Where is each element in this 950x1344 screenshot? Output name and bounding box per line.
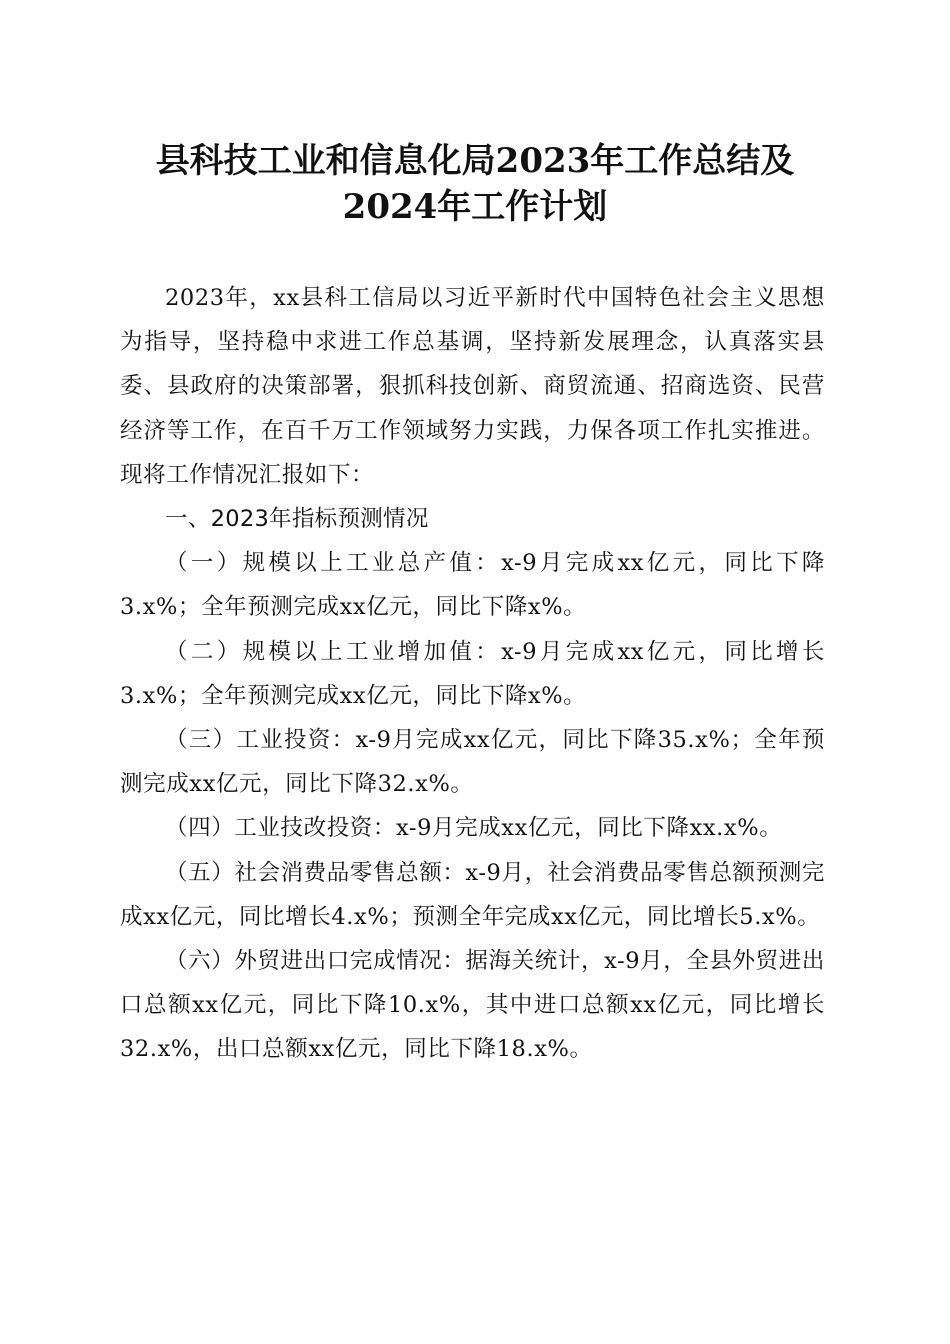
section-heading-1: 一、2023年指标预测情况 bbox=[165, 506, 429, 533]
title-line-1: 县科技工业和信息化局2023年工作总结及 bbox=[155, 141, 795, 181]
indicator-item-6: （六）外贸进出口完成情况：据海关统计，x-9月，全县外贸进出口总额xx亿元，同比下降10.x%，其中进口总额xx亿元，同比增长32.x%，出口总额xx亿元，同比下降18.x%。 bbox=[120, 948, 825, 1063]
indicator-item-3: （三）工业投资：x-9月完成xx亿元，同比下降35.x%；全年预测完成xx亿元，同比下降32.x%。 bbox=[120, 727, 825, 798]
indicator-item-4: （四）工业技改投资：x-9月完成xx亿元，同比下降xx.x%。 bbox=[165, 815, 783, 842]
document-body bbox=[120, 276, 825, 1072]
document-title bbox=[80, 138, 870, 230]
indicator-item-2: （二）规模以上工业增加值：x-9月完成xx亿元，同比增长3.x%；全年预测完成xx亿元，同比下降x%。 bbox=[120, 638, 825, 709]
indicator-item-5: （五）社会消费品零售总额：x-9月，社会消费品零售总额预测完成xx亿元，同比增长4.x%；预测全年完成xx亿元，同比增长5.x%。 bbox=[120, 859, 825, 930]
title-line-2: 2024年工作计划 bbox=[342, 187, 608, 227]
intro-paragraph: 2023年，xx县科工信局以习近平新时代中国特色社会主义思想为指导，坚持稳中求进工作总基调，坚持新发展理念，认真落实县委、县政府的决策部署，狠抓科技创新、商贸流通、招商选资、民营经济等工作，在百千万工作领域努力实践，力保各项工作扎实推进。现将工作情况汇报如下： bbox=[120, 285, 825, 488]
indicator-item-1: （一）规模以上工业总产值：x-9月完成xx亿元，同比下降3.x%；全年预测完成xx亿元，同比下降x%。 bbox=[120, 550, 825, 621]
